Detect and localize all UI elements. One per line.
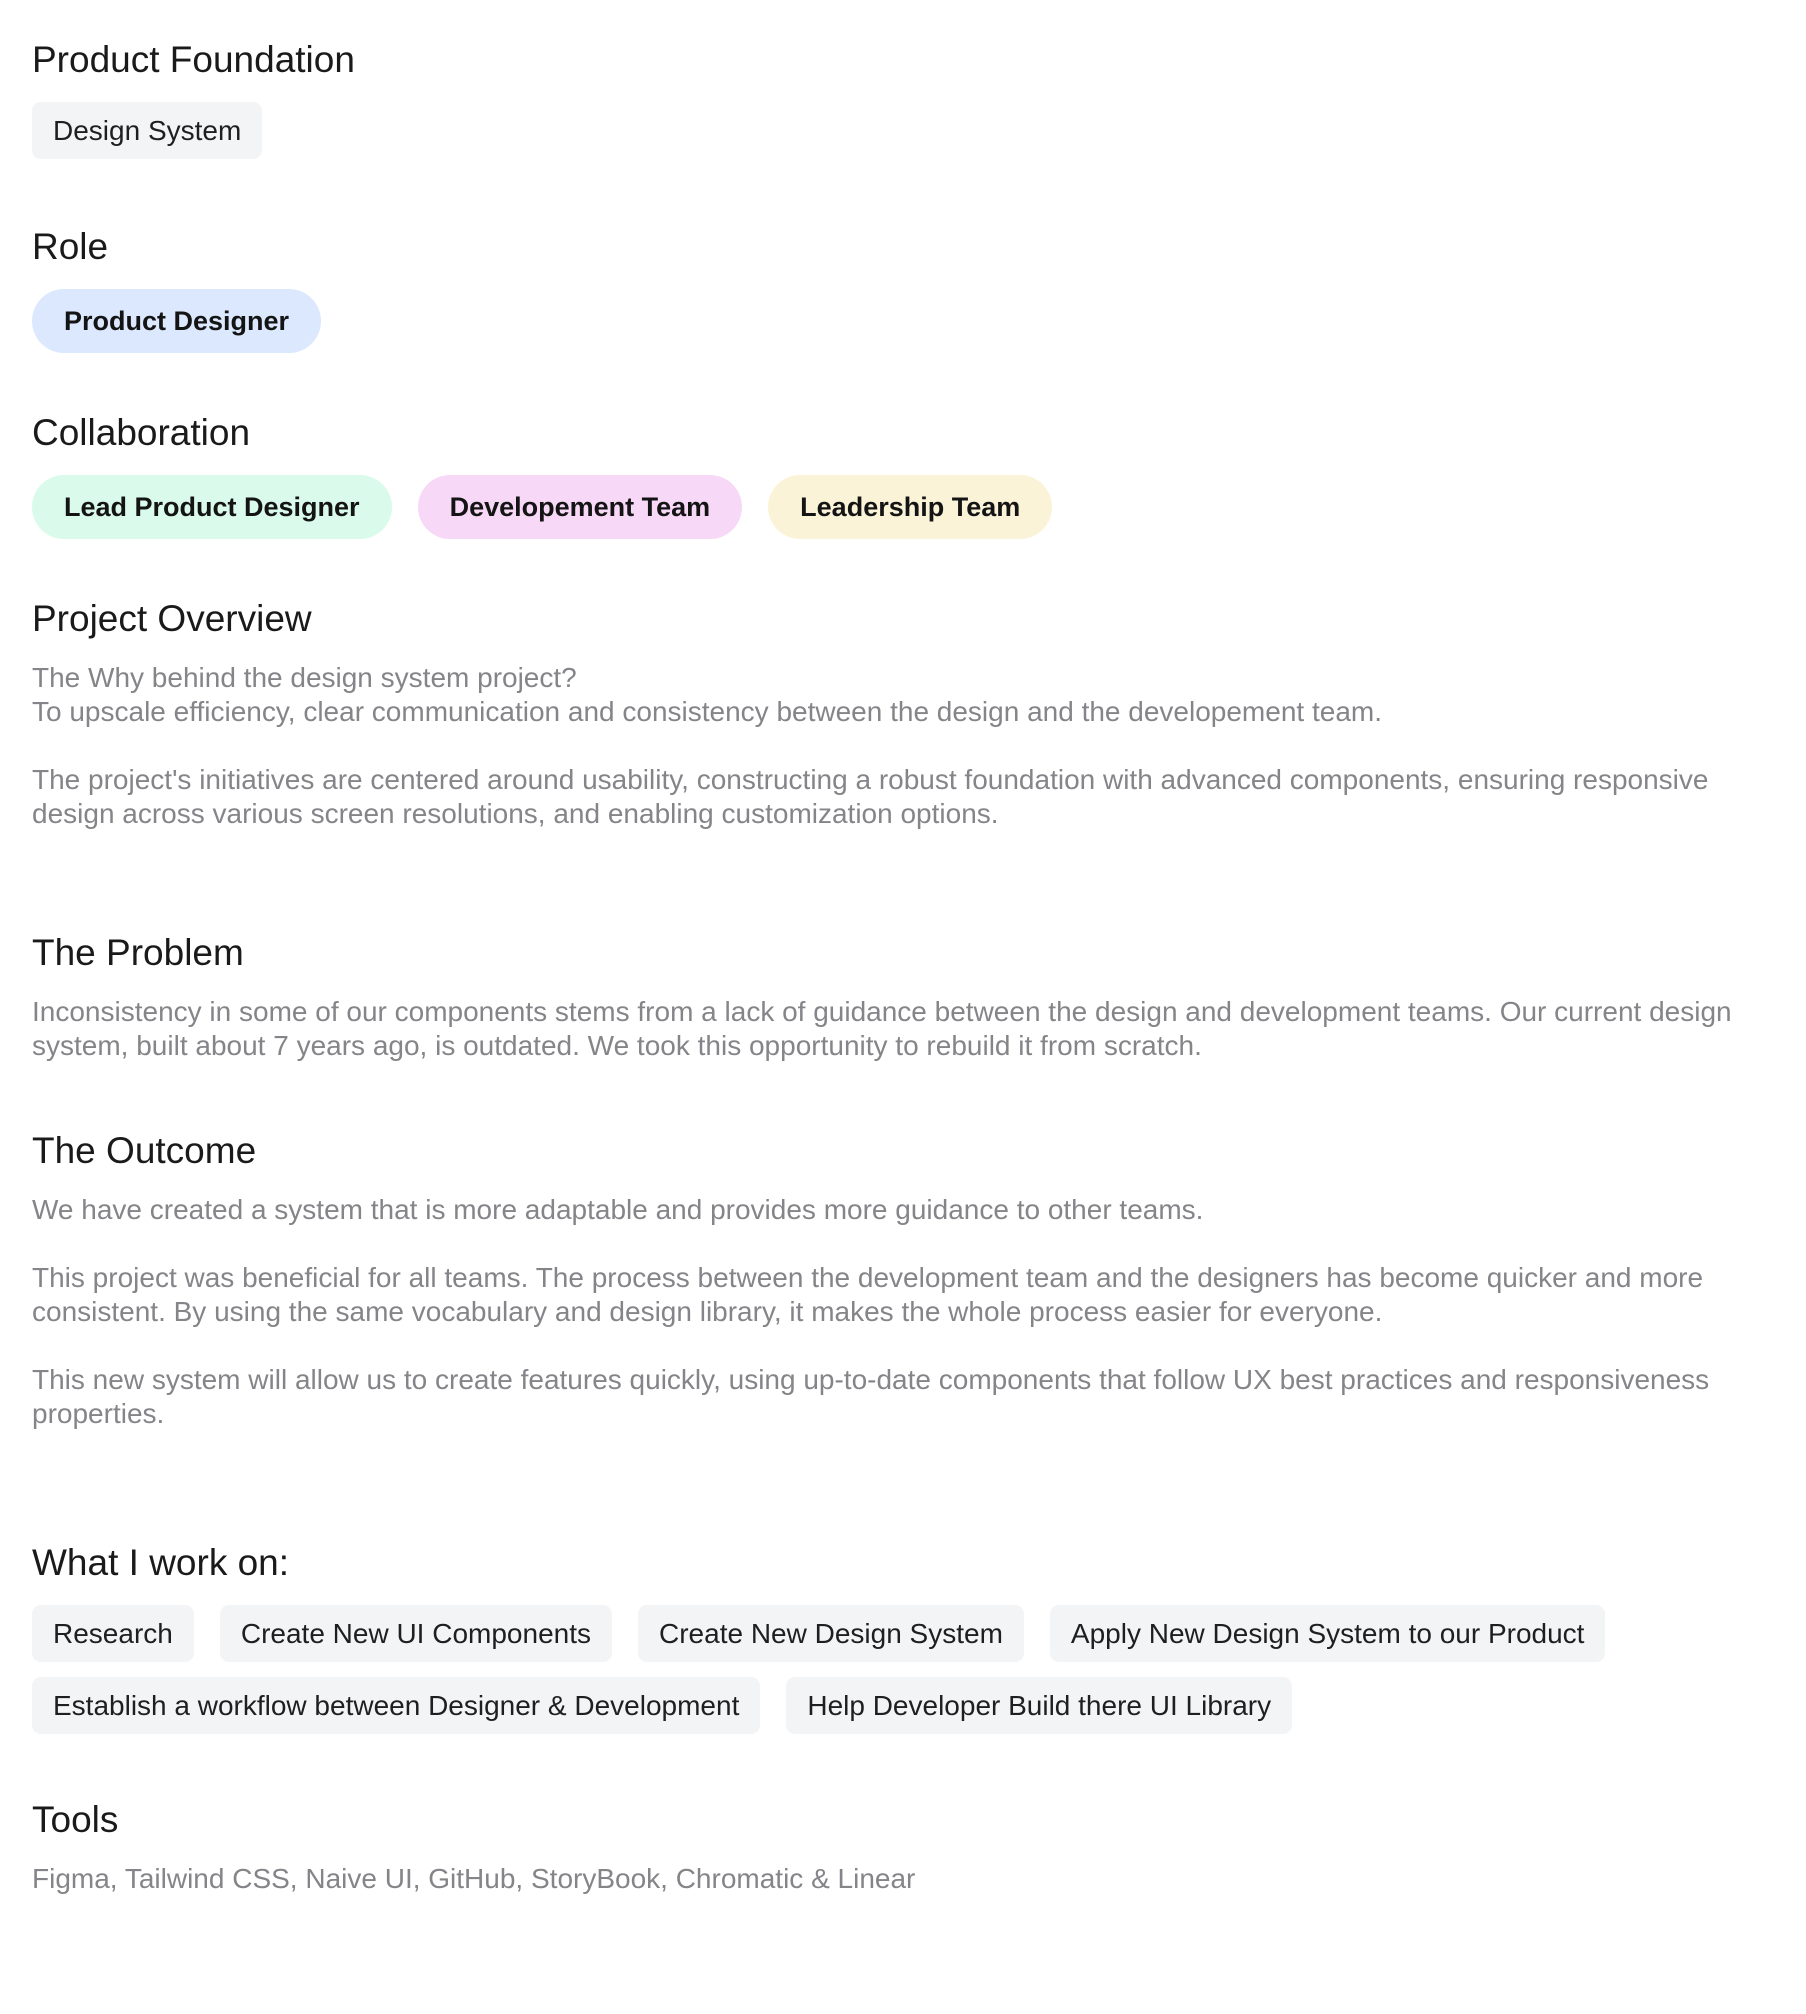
- problem-heading: The Problem: [32, 932, 244, 973]
- product-foundation-heading: Product Foundation: [32, 39, 355, 80]
- work-tag-ui-library: Help Developer Build there UI Library: [786, 1677, 1292, 1734]
- overview-question: The Why behind the design system project?: [32, 662, 577, 693]
- what-i-work-on-heading: What I work on:: [32, 1542, 290, 1583]
- tools-list: Figma, Tailwind CSS, Naive UI, GitHub, StoryBook, Chromatic & Linear: [32, 1863, 916, 1894]
- collab-pill-lead-product-designer: Lead Product Designer: [32, 475, 392, 539]
- outcome-body: [32, 1193, 1774, 1431]
- work-tag-design-system: Create New Design System: [638, 1605, 1024, 1662]
- product-foundation-section: [32, 38, 1774, 159]
- collaboration-tags: [32, 475, 1774, 539]
- outcome-paragraph-3: This new system will allow us to create features quickly, using up-to-date components that follow UX best practices and responsiveness properties.: [32, 1364, 1710, 1429]
- work-tag-ui-components: Create New UI Components: [220, 1605, 612, 1662]
- overview-initiatives: The project's initiatives are centered around usability, constructing a robust foundation with advanced components, ensuring responsive design across various screen resolutions, and enabling customization options.: [32, 764, 1709, 829]
- project-overview-body: [32, 661, 1774, 831]
- role-tags: [32, 289, 1774, 353]
- problem-paragraph: Inconsistency in some of our components stems from a lack of guidance between the design and development teams. Our current design system, built about 7 years ago, is outdated. We took this opportunity to rebuild it from scratch.: [32, 996, 1732, 1061]
- collab-pill-development-team: Developement Team: [418, 475, 743, 539]
- outcome-heading: The Outcome: [32, 1130, 257, 1171]
- problem-section: [32, 931, 1774, 1063]
- tools-heading: Tools: [32, 1799, 119, 1840]
- collab-pill-leadership-team: Leadership Team: [768, 475, 1052, 539]
- role-heading: Role: [32, 226, 109, 267]
- work-tag-research: Research: [32, 1605, 194, 1662]
- outcome-paragraph-1: We have created a system that is more adaptable and provides more guidance to other teams.: [32, 1194, 1204, 1225]
- what-i-work-on-section: [32, 1541, 1774, 1734]
- collaboration-section: [32, 411, 1774, 539]
- product-foundation-tags: [32, 102, 1774, 159]
- project-overview-heading: Project Overview: [32, 598, 312, 639]
- work-tag-workflow: Establish a workflow between Designer & Development: [32, 1677, 760, 1734]
- overview-answer: To upscale efficiency, clear communication and consistency between the design and the developement team.: [32, 696, 1382, 727]
- project-overview-section: [32, 597, 1774, 831]
- tools-section: [32, 1798, 1774, 1896]
- role-section: [32, 225, 1774, 353]
- tag-design-system: Design System: [32, 102, 262, 159]
- role-pill-product-designer: Product Designer: [32, 289, 321, 353]
- outcome-paragraph-2: This project was beneficial for all teams. The process between the development team and the designers has become quicker and more consistent. By using the same vocabulary and design library, it makes the whole process easier for everyone.: [32, 1262, 1704, 1327]
- collaboration-heading: Collaboration: [32, 412, 251, 453]
- tools-body: [32, 1862, 1774, 1896]
- work-tags: [32, 1605, 1774, 1734]
- outcome-section: [32, 1129, 1774, 1431]
- problem-body: [32, 995, 1774, 1063]
- work-tag-apply-design-system: Apply New Design System to our Product: [1050, 1605, 1606, 1662]
